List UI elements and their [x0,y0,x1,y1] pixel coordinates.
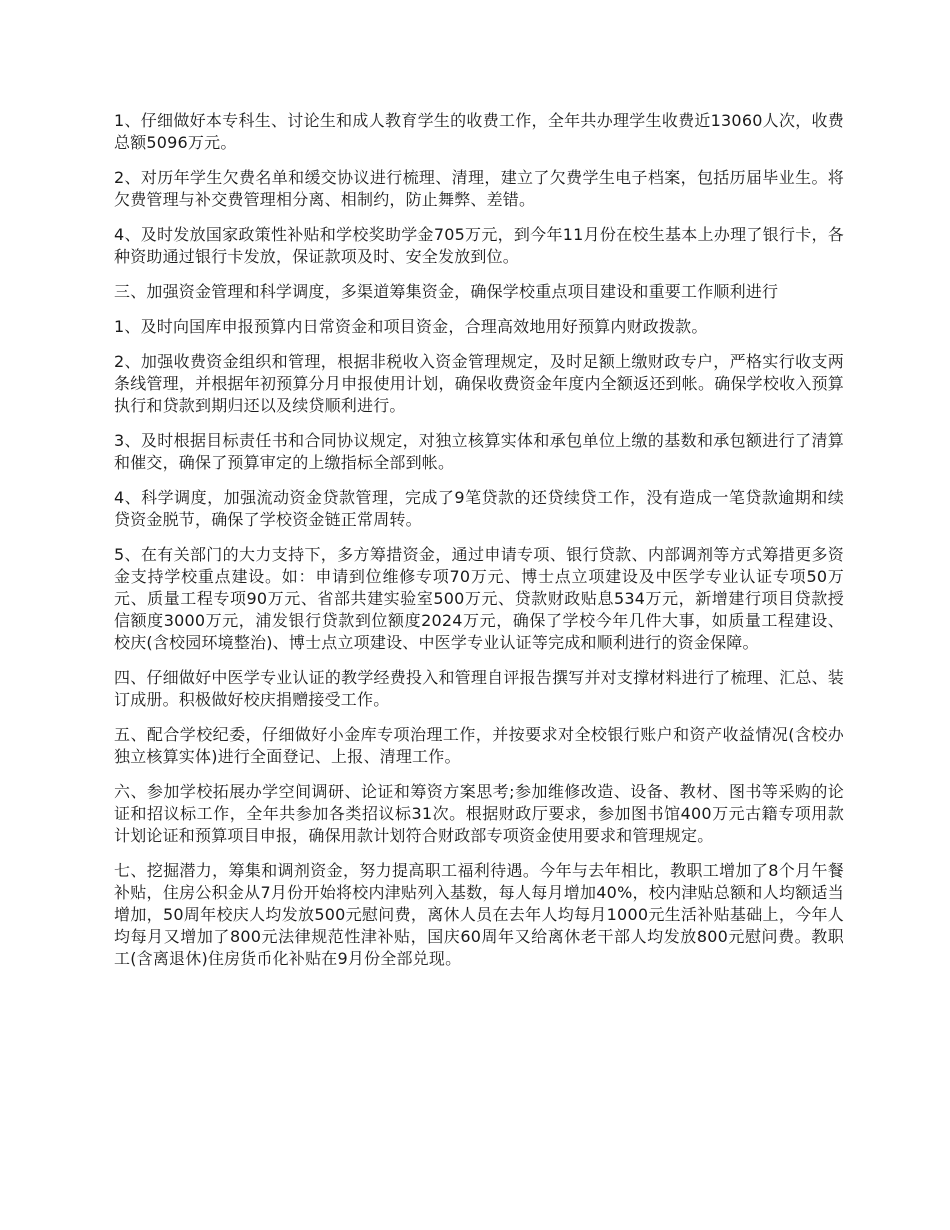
paragraph-5: 1、及时向国库申报预算内日常资金和项目资金，合理高效地用好预算内财政拨款。 [114,317,708,336]
paragraph-2: 2、对历年学生欠费名单和缓交协议进行梳理、清理，建立了欠费学生电子档案，包括历届毕业生。将欠费管理与补交费管理相分离、相制约，防止舞弊、差错。 [114,168,844,209]
section-paragraph-6: 六、参加学校拓展办学空间调研、论证和筹资方案思考;参加维修改造、设备、教材、图书等采购的论证和招议标工作，全年共参加各类招议标31次。根据财政厅要求，参加图书馆400万元古籍专项用款计划论证和预算项目申报，确保用款计划符合财政部专项资金使用要求和管理规定。 [114,782,844,845]
section-paragraph-7: 七、挖掘潜力，筹集和调剂资金，努力提高职工福利待遇。今年与去年相比，教职工增加了8个月午餐补贴，住房公积金从7月份开始将校内津贴列入基数，每人每月增加40%，校内津贴总额和人均额适当增加，50周年校庆人均发放500元慰问费，离休人员在去年人均每月1000元生活补贴基础上，今年人均每月又增加了800元法律规范性津补贴，国庆60周年又给离休老干部人均发放800元慰问费。教职工(含离退休)住房货币化补贴在9月份全部兑现。 [114,861,844,968]
section-paragraph-5: 五、配合学校纪委，仔细做好小金库专项治理工作，并按要求对全校银行账户和资产收益情况(含校办独立核算实体)进行全面登记、上报、清理工作。 [114,725,844,766]
paragraph-9: 5、在有关部门的大力支持下，多方筹措资金，通过申请专项、银行贷款、内部调剂等方式筹措更多资金支持学校重点建设。如：申请到位维修专项70万元、博士点立项建设及中医学专业认证专项50万元、质量工程专项90万元、省部共建实验室500万元、贷款财政贴息534万元，新增建行项目贷款授信额度3000万元，浦发银行贷款到位额度2024万元，确保了学校今年几件大事，如质量工程建设、校庆(含校园环境整治)、博士点立项建设、中医学专业认证等完成和顺利进行的资金保障。 [114,545,844,652]
section-paragraph-4: 四、仔细做好中医学专业认证的教学经费投入和管理自评报告撰写并对支撑材料进行了梳理、汇总、装订成册。积极做好校庆捐赠接受工作。 [114,668,844,709]
paragraph-1: 1、仔细做好本专科生、讨论生和成人教育学生的收费工作，全年共办理学生收费近13060人次，收费总额5096万元。 [114,111,844,152]
paragraph-8: 4、科学调度，加强流动资金贷款管理，完成了9笔贷款的还贷续贷工作，没有造成一笔贷款逾期和续贷资金脱节，确保了学校资金链正常周转。 [114,488,844,529]
document-body [114,110,844,983]
paragraph-7: 3、及时根据目标责任书和合同协议规定，对独立核算实体和承包单位上缴的基数和承包额进行了清算和催交，确保了预算审定的上缴指标全部到帐。 [114,431,844,472]
paragraph-6: 2、加强收费资金组织和管理，根据非税收入资金管理规定，及时足额上缴财政专户，严格实行收支两条线管理，并根据年初预算分月申报使用计划，确保收费资金年度内全额返还到帐。确保学校收入预算执行和贷款到期归还以及续贷顺利进行。 [114,352,844,415]
paragraph-3: 4、及时发放国家政策性补贴和学校奖助学金705万元，到今年11月份在校生基本上办理了银行卡，各种资助通过银行卡发放，保证款项及时、安全发放到位。 [114,225,844,266]
section-heading-3: 三、加强资金管理和科学调度，多渠道筹集资金，确保学校重点项目建设和重要工作顺利进行 [114,282,779,301]
